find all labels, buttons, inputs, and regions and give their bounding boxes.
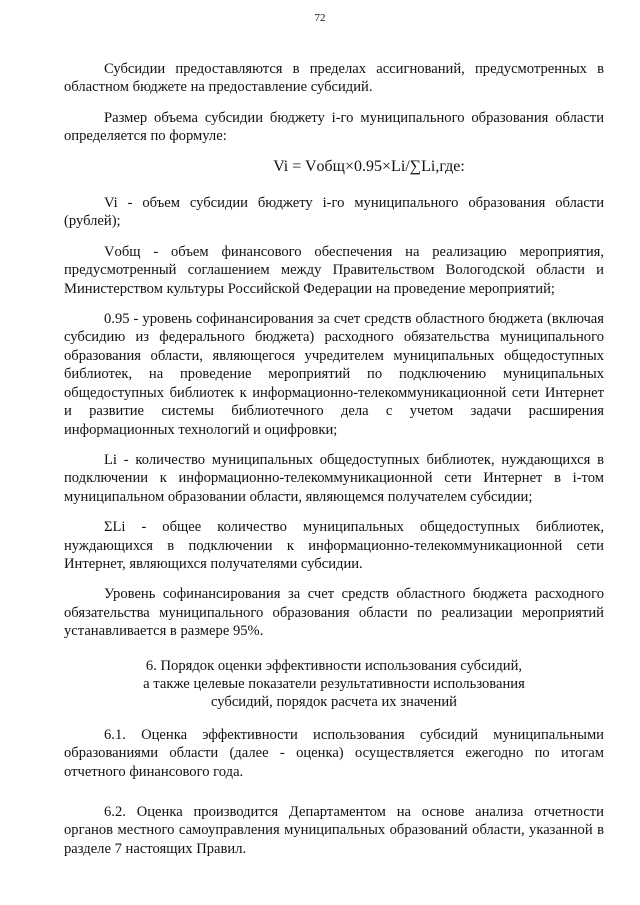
document-body [64,60,604,870]
definition-cofinancing-level: 0.95 - уровень софинансирования за счет средств областного бюджета (включая субсидию из федерального бюджета) расходного обязательства муниципального образования области, являющегося учредителем муниципальных общедоступных библиотек, на проведение мероприятий по подключению муниципальных общедоступных библиотек к информационно-телекоммуникационной сети Интернет и развитие системы библиотечного дела с учетом задачи расширения информационных технологий и оцифровки; [64,311,604,438]
paragraph-cofinancing-rate: Уровень софинансирования за счет средств областного бюджета расходного обязательства муниципального образования области по реализации мероприятий устанавливается в размере 95%. [64,586,604,640]
section-6-heading [64,657,604,712]
section-6-heading-line-2: а также целевые показатели результативности использования [143,675,525,692]
definition-li: Li - количество муниципальных общедоступных библиотек, нуждающихся в подключении к информационно-телекоммуникационной сети Интернет в i-том муниципальном образовании области, являющемся получателем субсидии; [64,451,604,505]
section-6-heading-line-3: субсидий, порядок расчета их значений [211,694,457,711]
page-number: 72 [314,12,326,24]
section-6-heading-line-1: 6. Порядок оценки эффективности использования субсидий, [145,657,523,674]
definition-vtotal: Vобщ - объем финансового обеспечения на реализацию мероприятия, предусмотренный соглашением между Правительством Вологодской области и Министерством культуры Российской Федерации на проведение мероприятий; [64,243,604,297]
paragraph-formula-intro: Размер объема субсидии бюджету i-го муниципального образования области определяется по формуле: [64,109,604,145]
paragraph-6-1: 6.1. Оценка эффективности использования субсидий муниципальными образованиями области (далее - оценка) осуществляется ежегодно по итогам отчетного финансового года. [64,726,604,780]
subsidy-formula: Vi = Vобщ×0.95×Li/∑Li,где: [273,157,465,175]
paragraph-6-2: 6.2. Оценка производится Департаментом на основе анализа отчетности органов местного самоуправления муниципальных образований области, указанной в разделе 7 настоящих Правил. [64,804,604,857]
definition-sum-li: ΣLi - общее количество муниципальных общедоступных библиотек, нуждающихся в подключении к информационно-телекоммуникационной сети Интернет, являющихся получателями субсидии. [64,519,604,572]
definition-vi: Vi - объем субсидии бюджету i-го муниципального образования области (рублей); [64,195,604,230]
paragraph-subsidies-limits: Субсидии предоставляются в пределах ассигнований, предусмотренных в областном бюджете на предоставление субсидий. [64,61,604,96]
